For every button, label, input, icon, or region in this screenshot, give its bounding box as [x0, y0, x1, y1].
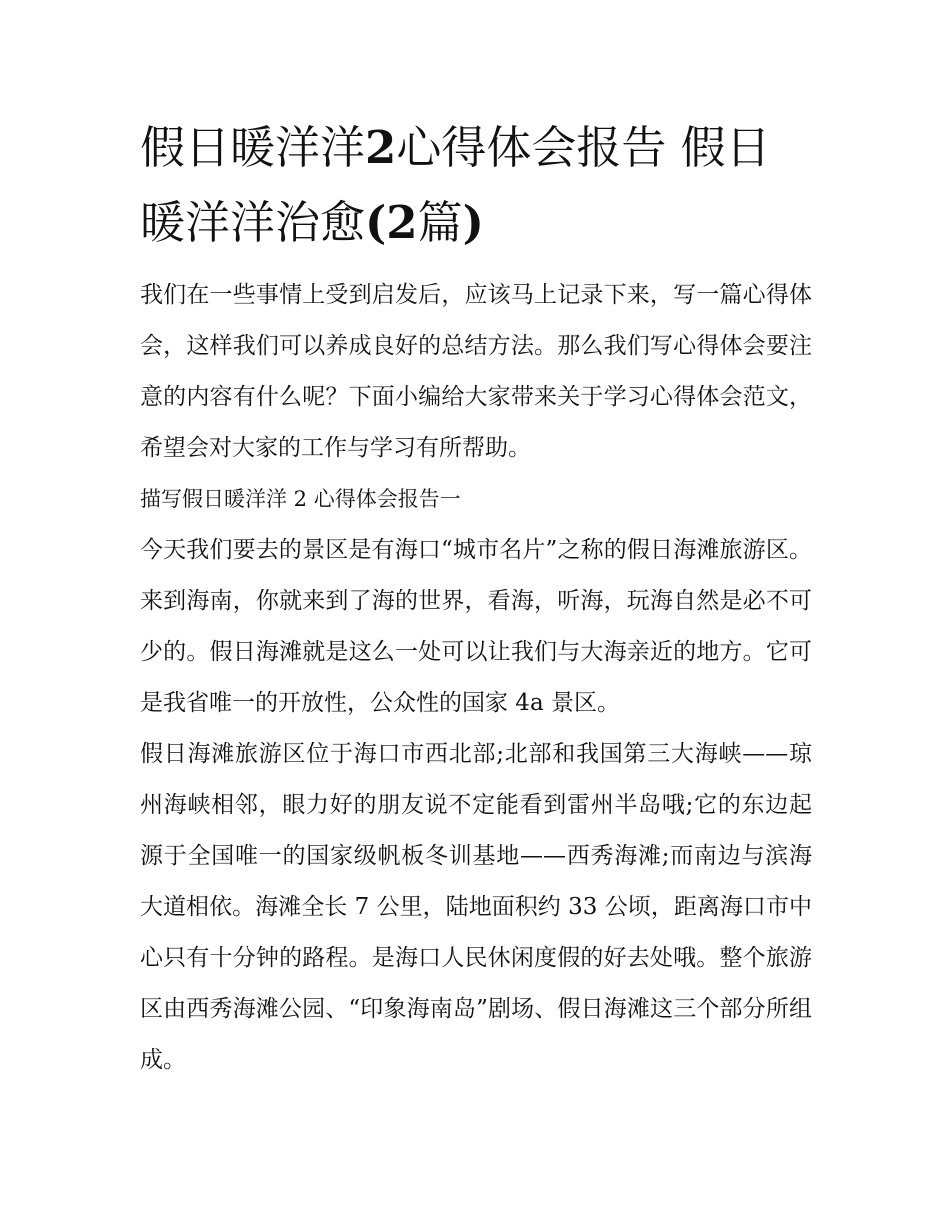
title-part-1: 假日暖洋洋: [140, 121, 366, 174]
document-title: [140, 110, 812, 260]
intro-paragraph: 我们在一些事情上受到启发后，应该马上记录下来，写一篇心得体会，这样我们可以养成良好的总结方法。那么我们写心得体会要注意的内容有什么呢？下面小编给大家带来关于学习心得体会范文，希望会对大家的工作与学习有所帮助。: [140, 282, 812, 461]
title-number-3: ): [462, 196, 484, 249]
title-part-3: 篇: [417, 196, 463, 249]
body-paragraph-1: 今天我们要去的景区是有海口“城市名片”之称的假日海滩旅游区。来到海南，你就来到了海的世界，看海，听海，玩海自然是必不可少的。假日海滩就是这么一处可以让我们与大海亲近的地方。它可是我省唯一的开放性，公众性的国家 4a 景区。: [140, 537, 812, 716]
document-content: [140, 110, 812, 1086]
title-number-2: (2: [365, 196, 418, 249]
section-heading: 描写假日暖洋洋 2 心得体会报告一: [140, 487, 461, 511]
body-paragraph-2: 假日海滩旅游区位于海口市西北部;北部和我国第三大海峡——琼州海峡相邻，眼力好的朋友说不定能看到雷州半岛哦;它的东边起源于全国唯一的国家级帆板冬训基地——西秀海滩;而南边与滨海大道相依。海滩全长 7 公里，陆地面积约 33 公顷，距离海口市中心只有十分钟的路程。是海口人民休闲度假的好去处哦。整个旅游区由西秀海滩公园、“印象海南岛”剧场、假日海滩这三个部分所组成。: [140, 741, 812, 1073]
title-part-2: 心得体会报告 假日暖洋洋治愈: [140, 121, 771, 249]
title-number-1: 2: [365, 121, 397, 174]
